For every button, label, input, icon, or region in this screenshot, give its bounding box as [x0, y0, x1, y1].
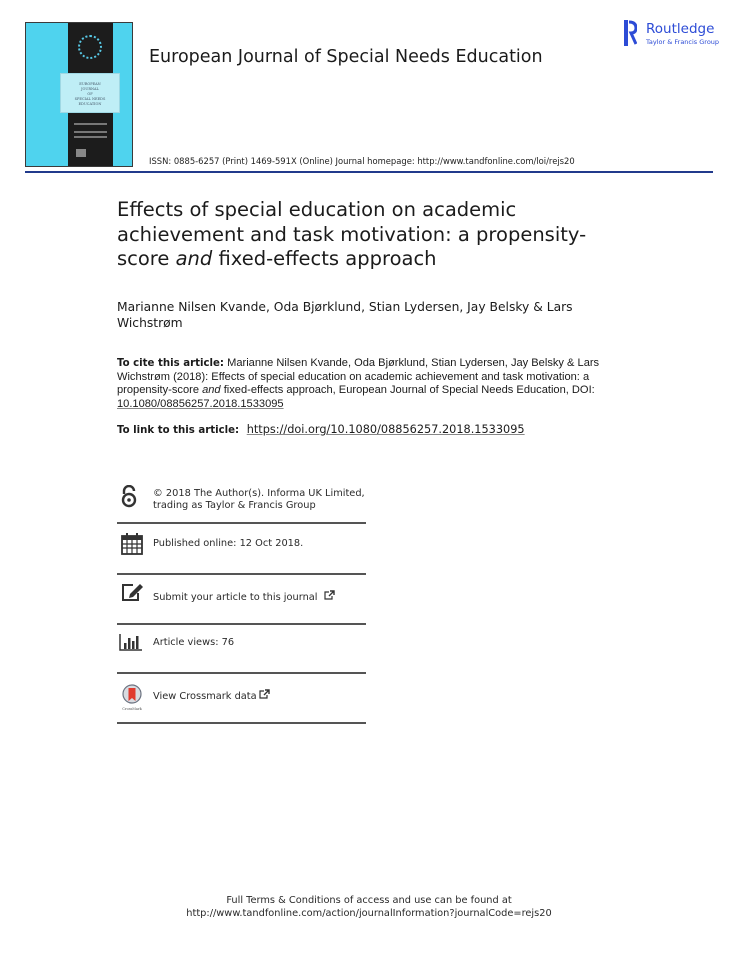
article-link-row — [117, 423, 525, 436]
cover-publisher-logo — [76, 149, 86, 157]
journal-cover-image — [25, 22, 133, 167]
citation-label: To cite this article: — [117, 358, 224, 369]
cover-title-label: EUROPEAN JOURNAL OF SPECIAL NEEDS EDUCATION — [60, 73, 120, 113]
info-divider — [117, 623, 366, 625]
issn-line: ISSN: 0885-6257 (Print) 1469-591X (Online) Journal homepage: http://www.tandfonline.com/loi/rejs20 — [149, 156, 575, 166]
info-divider — [117, 672, 366, 674]
external-link-icon — [259, 689, 270, 699]
article-link-label: To link to this article: — [117, 425, 240, 436]
cover-stars-emblem — [78, 35, 102, 59]
calendar-icon — [121, 533, 143, 555]
crossmark-icon — [122, 684, 142, 712]
citation-doi-link[interactable]: 10.1080/08856257.2018.1533095 — [117, 397, 284, 410]
routledge-r-icon — [624, 20, 637, 46]
published-online-info: Published online: 12 Oct 2018. — [117, 533, 366, 557]
header-divider — [25, 171, 713, 173]
bar-chart-icon — [119, 632, 143, 652]
publisher-name: Routledge — [646, 21, 715, 37]
article-title: Effects of special education on academic achievement and task motivation: a propensity- score and fixed-effects approach — [117, 198, 587, 270]
cover-text-line — [74, 123, 107, 125]
terms-footer: Full Terms & Conditions of access and use can be found at http://www.tandfonline.com/action/journalInformation?journalCode=rejs20 — [0, 895, 738, 920]
external-link-icon — [324, 590, 335, 600]
cover-text-line — [74, 136, 107, 138]
citation-text: Marianne Nilsen Kvande, Oda Bjørklund, Stian Lydersen, Jay Belsky & Lars Wichstrøm (2018): Effects of special education on academic achievement and task motivation: a propensity-score — [117, 357, 600, 397]
submit-article-link[interactable]: Submit your article to this journal — [117, 582, 366, 608]
article-authors: Marianne Nilsen Kvande, Oda Bjørklund, Stian Lydersen, Jay Belsky & Lars Wichstrøm — [117, 300, 573, 330]
journal-title: European Journal of Special Needs Education — [149, 47, 543, 67]
article-doi-link[interactable]: https://doi.org/10.1080/08856257.2018.1533095 — [246, 423, 525, 436]
crossmark-link[interactable]: CrossMark View Crossmark data — [117, 684, 366, 712]
info-divider — [117, 522, 366, 524]
open-access-icon — [121, 485, 137, 509]
svg-text:CrossMark: CrossMark — [122, 707, 142, 711]
info-divider — [117, 573, 366, 575]
publisher-group: Taylor & Francis Group — [646, 38, 720, 46]
info-divider — [117, 722, 366, 724]
citation-block: To cite this article: Marianne Nilsen Kvande, Oda Bjørklund, Stian Lydersen, Jay Belsky & Lars Wichstrøm (2018): Effects of special education on academic achievement and task motivation: a propensity-score and fixed-effects approach, European Journal of Special Needs Education, DOI: 10.1080/08856257.2018.1533095 — [117, 357, 600, 410]
terms-link[interactable]: http://www.tandfonline.com/action/journalInformation?journalCode=rejs20 — [186, 907, 552, 919]
open-access-info: © 2018 The Author(s). Informa UK Limited, trading as Taylor & Francis Group — [117, 485, 366, 519]
edit-icon — [121, 582, 145, 602]
cover-text-line — [74, 131, 107, 133]
article-views-info: Article views: 76 — [117, 632, 366, 654]
